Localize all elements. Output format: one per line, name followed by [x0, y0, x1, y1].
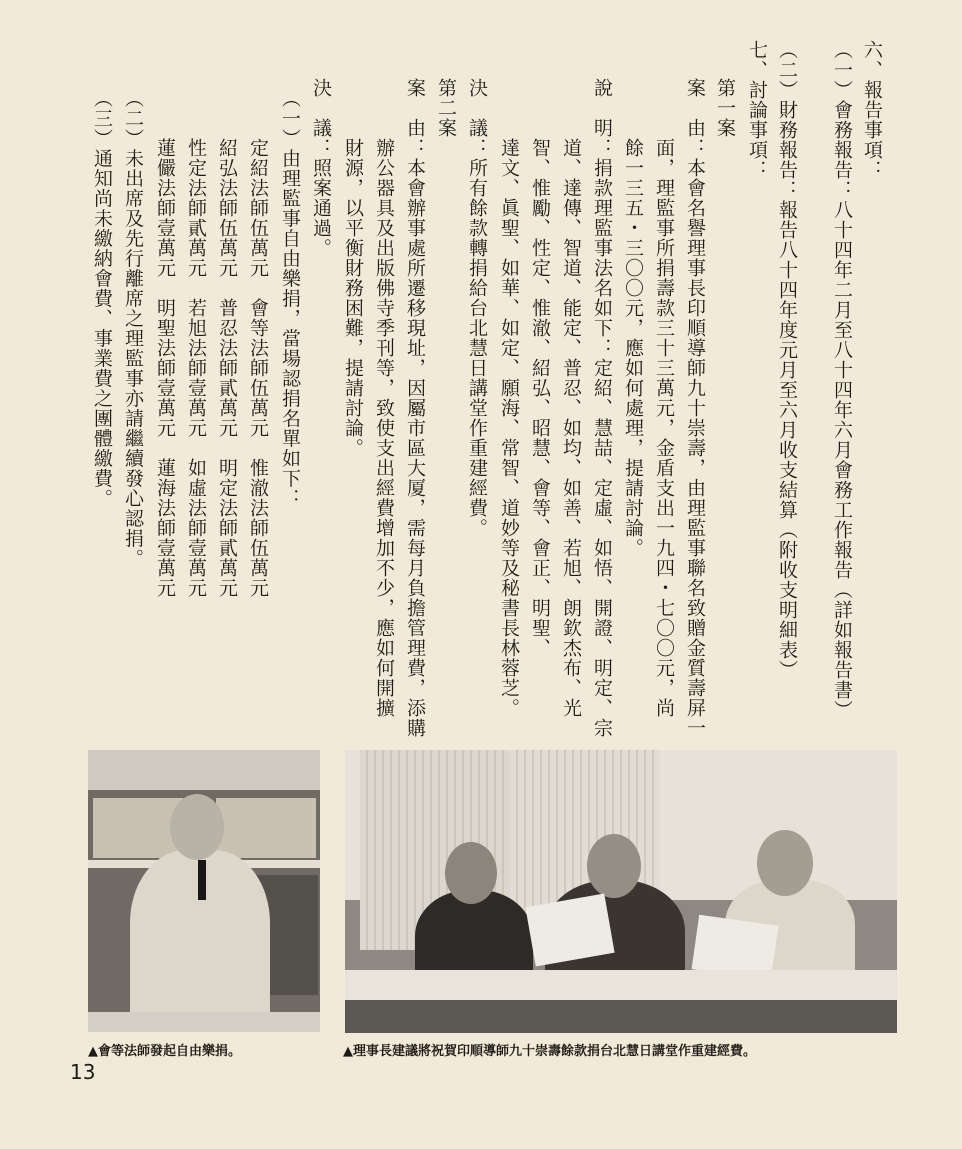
case-2-title: 第二案 — [435, 78, 457, 138]
resolution-item-1: （一）由理監事自由樂捐，當場認捐名單如下： — [279, 78, 301, 509]
microphone-icon — [198, 860, 206, 900]
report-item-1: （一）會務報告：八十四年二月至八十四年六月會務工作報告（詳如報告書） — [831, 40, 853, 720]
case-2-resolution: 決 議：照案通過。 — [310, 78, 332, 258]
page-number: 13 — [70, 1060, 96, 1084]
heading-reports: 六、報告事項： — [861, 40, 883, 180]
case-1-explanation-line-1: 說 明：捐款理監事法名如下：定紹、慧喆、定虛、如悟、開證、明定、宗 — [591, 78, 613, 738]
case-1-resolution: 決 議：所有餘款轉捐給台北慧日講堂作重建經費。 — [466, 78, 488, 538]
report-item-2: （二）財務報告：報告八十四年度元月至六月收支結算（附收支明細表） — [776, 40, 798, 680]
photo-panel-table — [345, 750, 897, 1033]
right-photo-caption: ▲理事長建議將祝賀印順導師九十崇壽餘款捐台北慧日講堂作重建經費。 — [343, 1044, 756, 1059]
photo-speaker — [88, 750, 320, 1032]
case-2-subject-line-3: 財源，以平衡財務困難，提請討論。 — [342, 78, 364, 458]
resolution-item-2: （二）未出席及先行離席之理監事亦請繼續發心認捐。 — [122, 78, 144, 569]
donor-list-line-4: 蓮儼法師壹萬元 明聖法師壹萬元 蓮海法師壹萬元 — [154, 78, 176, 598]
donor-list-line-3: 性定法師貳萬元 若旭法師壹萬元 如虛法師壹萬元 — [185, 78, 207, 598]
case-1-title: 第一案 — [714, 78, 736, 138]
case-1-subject-line-1: 案 由：本會名譽理事長印順導師九十崇壽，由理監事聯名致贈金質壽屏一 — [684, 78, 706, 738]
donor-list-line-1: 定紹法師伍萬元 會等法師伍萬元 惟澈法師伍萬元 — [247, 78, 269, 598]
resolution-item-3: （三）通知尚未繳納會費、事業費之團體繳費。 — [91, 78, 113, 509]
donor-list-line-2: 紹弘法師伍萬元 普忍法師貳萬元 明定法師貳萬元 — [216, 78, 238, 598]
case-1-explanation-line-2: 道、達傳、智道、能定、普忍、如均、如善、若旭、朗欽杰布、光 — [560, 78, 582, 718]
case-1-explanation-line-4: 達文、眞聖、如華、如定、願海、常智、道妙等及秘書長林蓉芝。 — [498, 78, 520, 718]
case-2-subject-line-2: 辦公器具及出版佛寺季刊等，致使支出經費增加不少，應如何開擴 — [373, 78, 395, 718]
case-1-subject-line-3: 餘一三五・三〇〇元，應如何處理，提請討論。 — [622, 78, 644, 558]
left-photo-caption: ▲會等法師發起自由樂捐。 — [88, 1044, 241, 1059]
case-1-subject-line-2: 面，理監事所捐壽款三十三萬元，金盾支出一九四・七〇〇元，尚 — [653, 78, 675, 718]
case-2-subject-line-1: 案 由：本會辦事處所遷移現址，因屬市區大厦，需每月負擔管理費，添購 — [404, 78, 426, 738]
heading-discussion: 七、討論事項： — [746, 40, 768, 180]
case-1-explanation-line-3: 智、惟勵、性定、惟澈、紹弘、昭慧、會等、會正、明聖、 — [529, 78, 551, 658]
